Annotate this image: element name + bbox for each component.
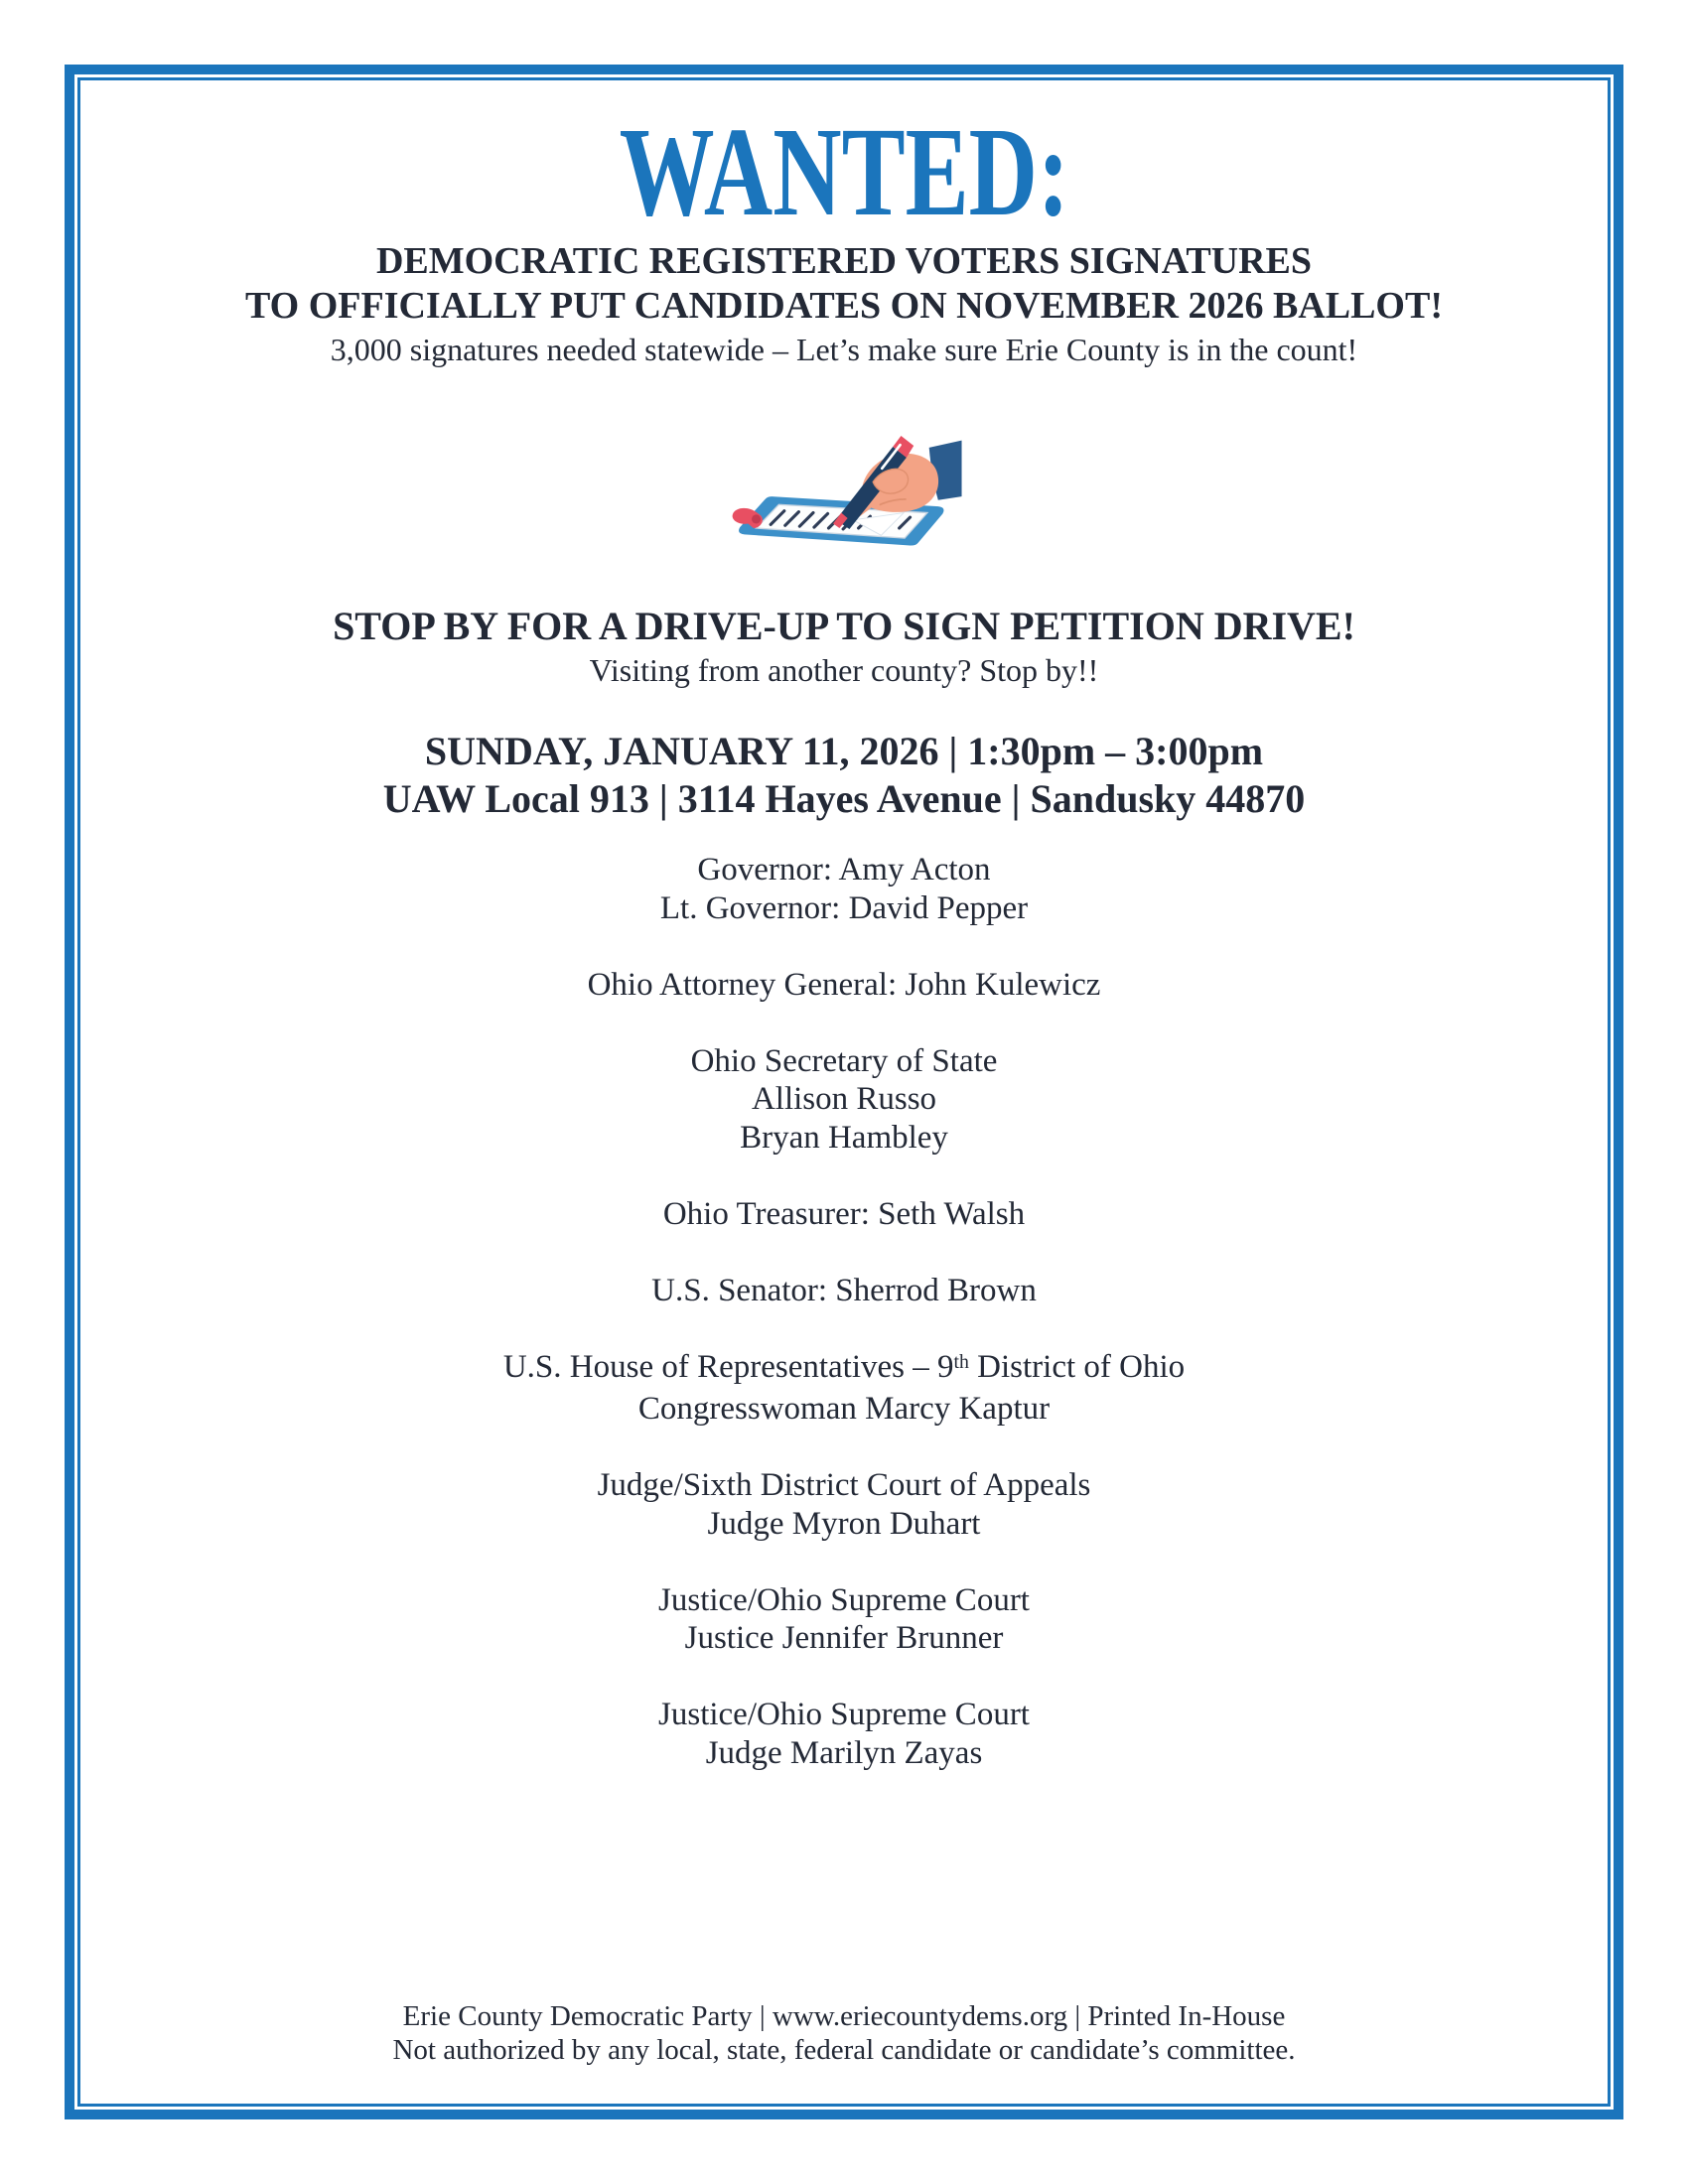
event-location: UAW Local 913 | 3114 Hayes Avenue | Sandusky 44870 xyxy=(382,776,1306,821)
footer-line-1: Erie County Democratic Party | www.eriecountydems.org | Printed In-House xyxy=(402,2000,1286,2032)
candidate-list xyxy=(80,851,1608,1772)
event-datetime: SUNDAY, JANUARY 11, 2026 | 1:30pm – 3:00pm xyxy=(424,729,1264,773)
candidate-line: U.S. House of Representatives – 9th District of Ohio xyxy=(502,1348,1186,1385)
candidate-line: Ohio Attorney General: John Kulewicz xyxy=(587,966,1101,1003)
candidate-group xyxy=(80,966,1608,1005)
candidate-line: Governor: Amy Acton xyxy=(697,852,991,887)
candidate-line: Ohio Treasurer: Seth Walsh xyxy=(662,1195,1026,1232)
candidate-line: Justice/Ohio Supreme Court xyxy=(658,1697,1030,1732)
candidate-line: Judge Marilyn Zayas xyxy=(705,1734,983,1771)
candidate-line: Judge/Sixth District Court of Appeals xyxy=(597,1467,1091,1503)
candidate-group xyxy=(80,1696,1608,1772)
candidate-line: Ohio Secretary of State xyxy=(690,1042,998,1079)
candidate-group xyxy=(80,1042,1608,1158)
candidate-group xyxy=(80,1466,1608,1543)
hand-signing-petition-illustration xyxy=(719,426,969,549)
candidate-line: U.S. Senator: Sherrod Brown xyxy=(651,1272,1037,1308)
page-title xyxy=(80,101,1608,242)
headline-line-2: TO OFFICIALLY PUT CANDIDATES ON NOVEMBER 2026 BALLOT! xyxy=(245,285,1443,327)
candidate-group xyxy=(80,1348,1608,1429)
candidate-group xyxy=(80,851,1608,927)
candidate-line: Bryan Hambley xyxy=(740,1119,948,1156)
footer-line-2: Not authorized by any local, state, federal candidate or candidate’s committee. xyxy=(392,2034,1296,2066)
subheadline: 3,000 signatures needed statewide – Let’s make sure Erie County is in the count! xyxy=(330,332,1358,367)
candidate-line: Congresswoman Marcy Kaptur xyxy=(637,1391,1051,1427)
petition-drive-line: STOP BY FOR A DRIVE-UP TO SIGN PETITION DRIVE! xyxy=(333,604,1355,648)
flyer-footer xyxy=(0,1999,1688,2067)
candidate-line: Allison Russo xyxy=(751,1081,937,1117)
candidate-line: Lt. Governor: David Pepper xyxy=(659,889,1029,926)
illustration-wrap xyxy=(80,426,1608,549)
candidate-group xyxy=(80,1195,1608,1234)
candidate-line: Justice Jennifer Brunner xyxy=(684,1620,1004,1656)
candidate-group xyxy=(80,1581,1608,1658)
candidate-line: Judge Myron Duhart xyxy=(707,1505,981,1542)
visiting-line: Visiting from another county? Stop by!! xyxy=(589,652,1099,688)
page-title-text: WANTED: xyxy=(619,101,1069,242)
candidate-group xyxy=(80,1272,1608,1310)
candidate-line: Justice/Ohio Supreme Court xyxy=(658,1581,1030,1618)
headline-line-1: DEMOCRATIC REGISTERED VOTERS SIGNATURES xyxy=(375,240,1313,282)
flyer-content xyxy=(80,80,1608,2104)
